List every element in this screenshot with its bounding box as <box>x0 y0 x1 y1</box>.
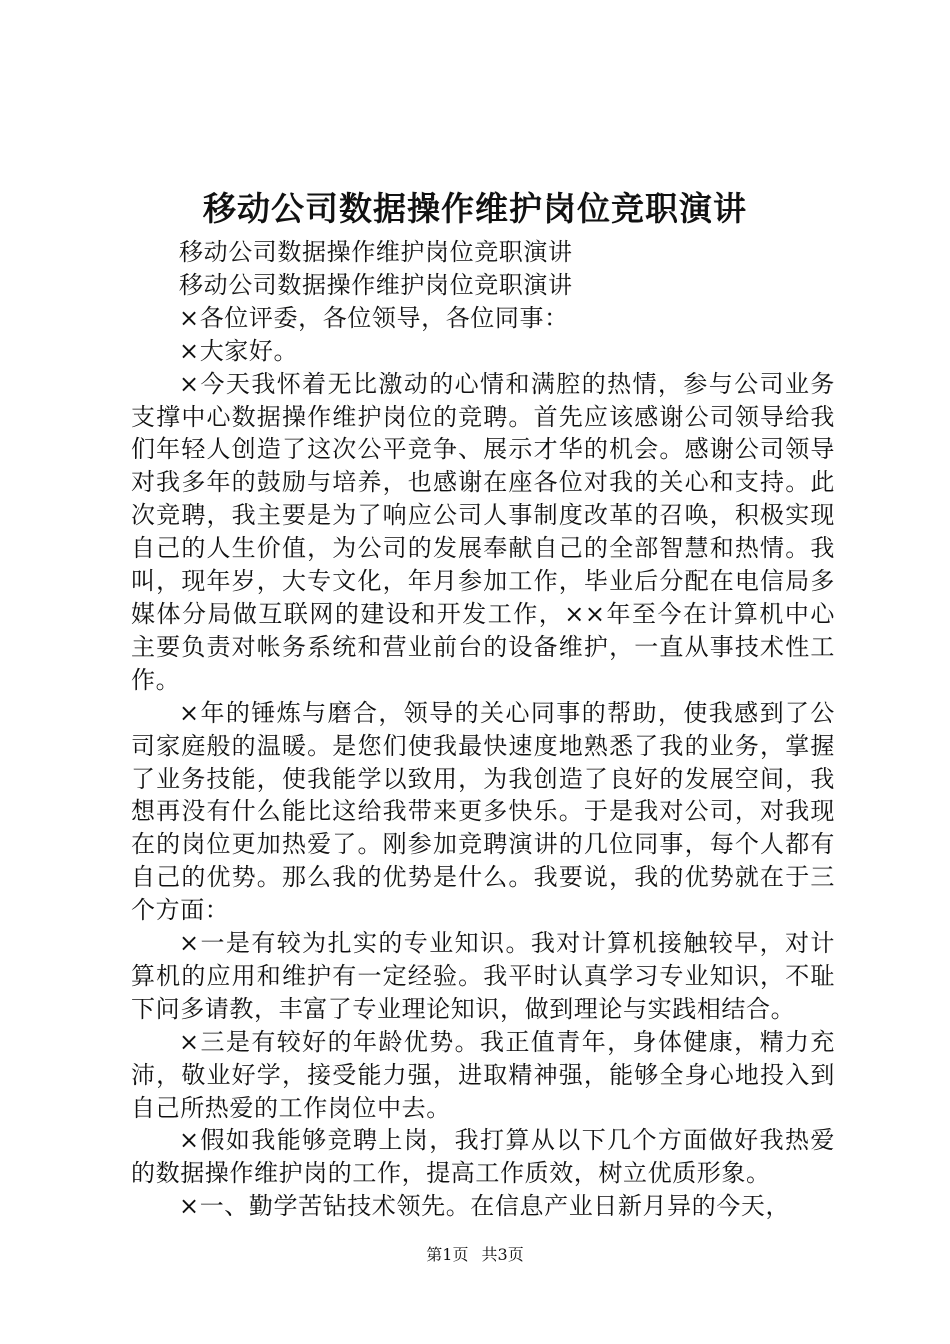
body-paragraph: ×一是有较为扎实的专业知识。我对计算机接触较早，对计算机的应用和维护有一定经验。我平时认真学习专业知识，不耻下问多请教，丰富了专业理论知识，做到理论与实践相结合。 <box>131 929 835 1023</box>
body-paragraph: ×假如我能够竞聘上岗，我打算从以下几个方面做好我热爱的数据操作维护岗的工作，提高工作质效，树立优质形象。 <box>131 1126 835 1188</box>
document-title: 移动公司数据操作维护岗位竞职演讲 <box>203 189 747 228</box>
body-paragraph: ×各位评委，各位领导，各位同事： <box>179 303 569 332</box>
body-paragraph: ×年的锤炼与磨合，领导的关心同事的帮助，使我感到了公司家庭般的温暖。是您们使我最快速度地熟悉了我的业务，掌握了业务技能，使我能学以致用，为我创造了良好的发展空间，我想再没有什么能比这给我带来更多快乐。于是我对公司，对我现在的岗位更加热爱了。刚参加竞聘演讲的几位同事，每个人都有自己的优势。那么我的优势是什么。我要说，我的优势就在于三个方面： <box>131 698 835 925</box>
page-number: 第1页 <box>426 1245 469 1264</box>
document-body <box>131 236 835 1223</box>
body-paragraph: ×今天我怀着无比激动的心情和满腔的热情，参与公司业务支撑中心数据操作维护岗位的竞聘。首先应该感谢公司领导给我们年轻人创造了这次公平竞争、展示才华的机会。感谢公司领导对我多年的鼓励与培养，也感谢在座各位对我的关心和支持。此次竞聘，我主要是为了响应公司人事制度改革的召唤，积极实现自己的人生价值，为公司的发展奉献自己的全部智慧和热情。我叫，现年岁，大专文化，年月参加工作，毕业后分配在电信局多媒体分局做互联网的建设和开发工作，××年至今在计算机中心主要负责对帐务系统和营业前台的设备维护，一直从事技术性工作。 <box>131 369 835 694</box>
body-paragraph: ×三是有较好的年龄优势。我正值青年，身体健康，精力充沛，敬业好学，接受能力强，进取精神强，能够全身心地投入到自己所热爱的工作岗位中去。 <box>131 1027 835 1122</box>
page-total: 共3页 <box>481 1245 524 1264</box>
body-paragraph: 移动公司数据操作维护岗位竞职演讲 <box>179 270 573 299</box>
body-paragraph: 移动公司数据操作维护岗位竞职演讲 <box>179 238 573 266</box>
body-paragraph: ×大家好。 <box>179 336 299 365</box>
page-footer <box>0 1244 950 1266</box>
body-paragraph: ×一、勤学苦钻技术领先。在信息产业日新月异的今天， <box>179 1192 791 1221</box>
